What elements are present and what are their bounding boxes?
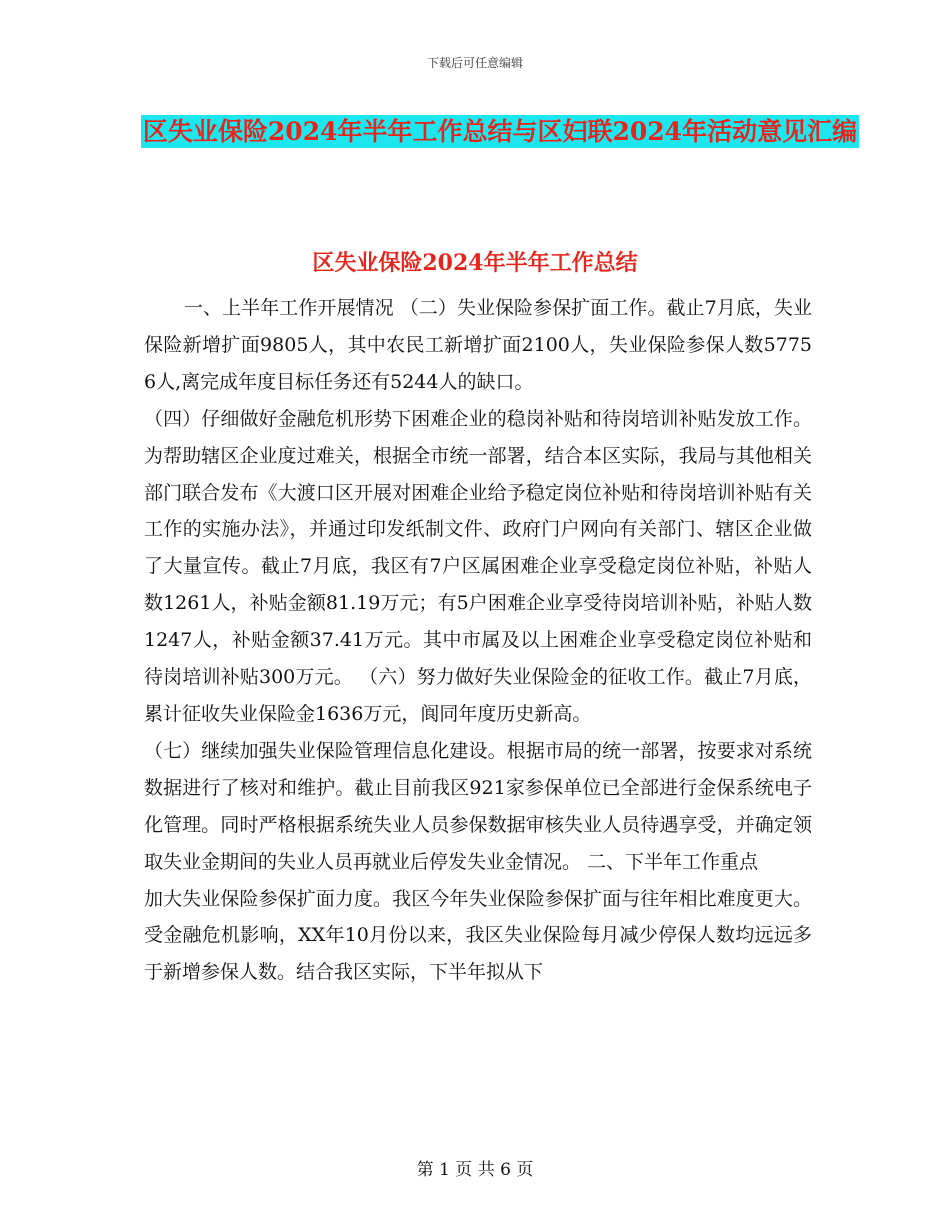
header-note: 下载后可任意编辑 [426,56,523,70]
paragraph: 加大失业保险参保扩面力度。我区今年失业保险参保扩面与往年相比难度更大。受金融危机影响，XX年10月份以来，我区失业保险每月减少停保人数均远远多于新增参保人数。结合我区实际，下半年拟从下 [144,887,812,984]
page-footer: 第 1 页 共 6 页 [416,1160,534,1180]
paragraph: （四）仔细做好金融危机形势下困难企业的稳岗补贴和待岗培训补贴发放工作。为帮助辖区企业度过难关，根据全市统一部署，结合本区实际，我局与其他相关部门联合发布《大渡口区开展对困难企业给予稳定岗位补贴和待岗培训补贴有关工作的实施办法》，并通过印发纸制文件、政府门户网向有关部门、辖区企业做了大量宣传。截止7月底，我区有7户区属困难企业享受稳定岗位补贴，补贴人数1261人，补贴金额81.19万元；有5户困难企业享受待岗培训补贴，补贴人数1247人，补贴金额37.41万元。其中市属及以上困难企业享受稳定岗位补贴和待岗培训补贴300万元。 （六）努力做好失业保险金的征收工作。截止7月底，累计征收失业保险金1636万元，阆同年度历史新高。 [144,407,812,725]
document-body [144,290,812,991]
paragraph: （七）继续加强失业保险管理信息化建设。根据市局的统一部署，按要求对系统数据进行了核对和维护。截止目前我区921家参保单位已全部进行金保系统电子化管理。同时严格根据系统失业人员参保数据审核失业人员待遇享受，并确定领取失业金期间的失业人员再就业后停发失业金情况。 二、下半年工作重点 [144,739,812,873]
document-title [140,108,860,156]
document-title-text: 区失业保险2024年半年工作总结与区妇联2024年活动意见汇编 [142,117,858,146]
paragraph: 一、上半年工作开展情况 （二）失业保险参保扩面工作。截止7月底，失业保险新增扩面9805人，其中农民工新增扩面2100人，失业保险参保人数57756人,离完成年度目标任务还有5244人的缺口。 [144,297,812,393]
section-title: 区失业保险2024年半年工作总结 [312,250,638,276]
